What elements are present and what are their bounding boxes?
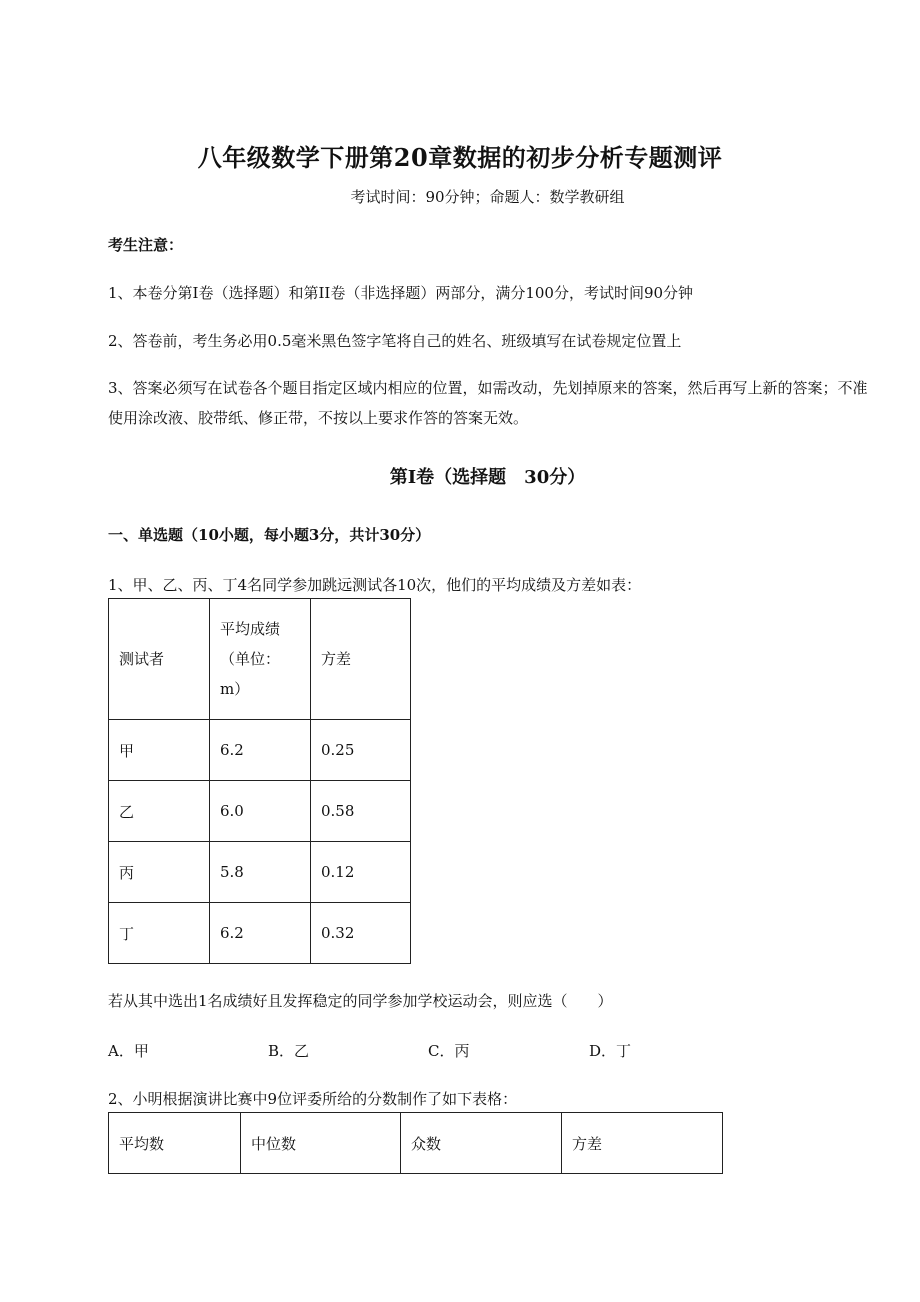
section-heading: 第I卷（选择题 30分） (389, 467, 586, 488)
question-1-stem: 1、甲、乙、丙、丁4名同学参加跳远测试各10次，他们的平均成绩及方差如表： (108, 576, 642, 594)
table-cell: 乙 (109, 781, 210, 842)
option-d[interactable]: D．丁 (589, 1042, 632, 1060)
table-header-cell: 中位数 (241, 1113, 401, 1174)
table-cell: 0.58 (311, 781, 411, 842)
table-cell: 0.32 (311, 903, 411, 964)
table-cell: 甲 (109, 720, 210, 781)
notice-item-1: 1、本卷分第I卷（选择题）和第II卷（非选择题）两部分，满分100分，考试时间90分钟 (108, 284, 694, 302)
question-2-stem: 2、小明根据演讲比赛中9位评委所给的分数制作了如下表格： (108, 1090, 518, 1108)
notice-item-2: 2、答卷前，考生务必用0.5毫米黑色签字笔将自己的姓名、班级填写在试卷规定位置上 (108, 332, 682, 350)
table-cell: 5.8 (210, 842, 311, 903)
table-cell: 0.12 (311, 842, 411, 903)
notice-heading: 考生注意： (108, 236, 184, 254)
table-header-cell: 测试者 (109, 599, 210, 720)
question-1-prompt: 若从其中选出1名成绩好且发挥稳定的同学参加学校运动会，则应选（ ） (108, 992, 613, 1010)
table-header-cell: 方差 (311, 599, 411, 720)
table-header-cell: 方差 (562, 1113, 723, 1174)
score-variance-table (108, 598, 411, 964)
option-c[interactable]: C．丙 (428, 1042, 470, 1060)
page-title: 八年级数学下册第20章数据的初步分析专题测评 (197, 143, 723, 172)
table-cell: 丙 (109, 842, 210, 903)
option-b[interactable]: B．乙 (268, 1042, 310, 1060)
table-header-row (109, 599, 411, 720)
table-row (109, 842, 411, 903)
table-header-cell (210, 599, 311, 720)
table-cell: 6.0 (210, 781, 311, 842)
exam-info: 考试时间：90分钟；命题人：数学教研组 (350, 188, 625, 206)
table-header-row (109, 1113, 723, 1174)
option-a[interactable]: A．甲 (108, 1042, 149, 1060)
table-header-cell: 平均数 (109, 1113, 241, 1174)
subsection-heading: 一、单选题（10小题，每小题3分，共计30分） (108, 526, 431, 544)
table-cell: 6.2 (210, 720, 311, 781)
table-cell: 丁 (109, 903, 210, 964)
table-row (109, 720, 411, 781)
table-cell: 6.2 (210, 903, 311, 964)
table-cell: 0.25 (311, 720, 411, 781)
speech-score-table (108, 1112, 723, 1174)
table-row (109, 781, 411, 842)
notice-item-3: 3、答案必须写在试卷各个题目指定区域内相应的位置，如需改动，先划掉原来的答案，然后再写上新的答案；不准使用涂改液、胶带纸、修正带，不按以上要求作答的答案无效。 (108, 379, 868, 427)
table-header-text: 平均成绩（单位：m） (220, 620, 281, 698)
table-header-cell: 众数 (401, 1113, 562, 1174)
table-row (109, 903, 411, 964)
